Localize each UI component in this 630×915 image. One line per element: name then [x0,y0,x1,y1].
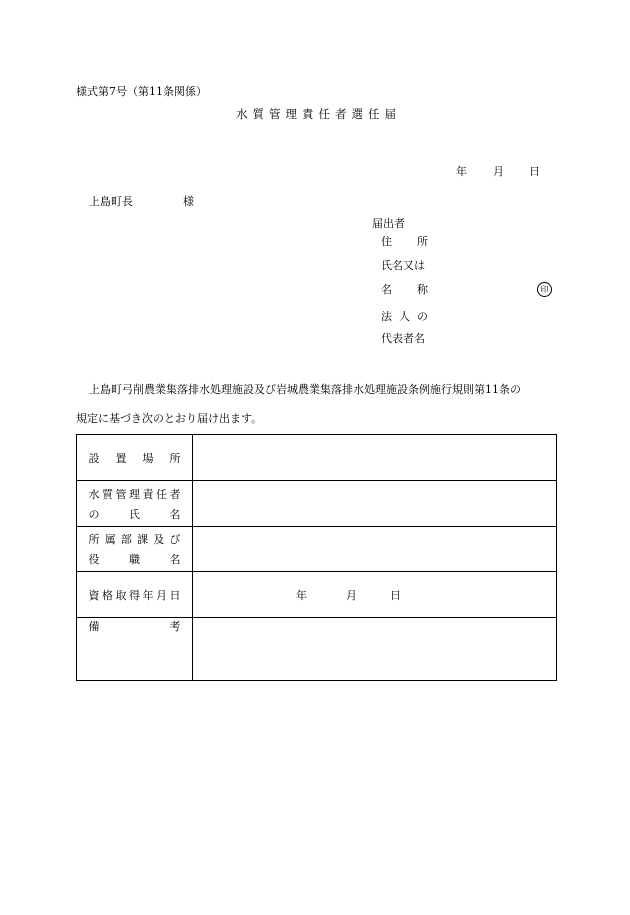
header-char: 月 [156,588,167,602]
department-position-value[interactable] [193,527,557,572]
qualification-date-header [77,572,193,618]
form-number: 様式第7号（第11条関係） [76,85,207,98]
header-char: 年 [142,588,154,602]
header-char: 日 [169,588,181,602]
manager-name-value[interactable] [193,481,557,527]
date-day-label: 日 [529,165,540,178]
addressee-name: 上島町長 [89,195,133,208]
header-char: 氏 [129,507,140,521]
seal-mark-icon: 印 [537,282,552,297]
header-char: 理 [129,487,140,501]
corp-label-2: 人 [399,310,410,323]
header-char: 名 [169,507,181,521]
date-year-label: 年 [456,165,467,178]
header-char: 責 [142,487,154,501]
header-char: 質 [102,487,113,501]
notification-table [76,434,557,681]
table-row [77,527,557,572]
name-label-2: 称 [417,283,428,296]
manager-name-header [77,481,193,527]
header-char: 役 [88,553,100,566]
table-row [77,481,557,527]
department-position-header [77,527,193,572]
header-char: 所 [169,451,181,465]
qualification-month-label: 月 [346,588,357,602]
header-char: 資 [88,588,100,602]
header-char: 名 [169,553,181,566]
installation-location-value[interactable] [193,435,557,481]
header-char: 所 [88,533,100,546]
header-char: 置 [115,451,127,465]
header-char: 格 [102,588,113,602]
name-label-1: 名 [381,283,392,296]
header-char: 得 [129,588,140,602]
header-char: 職 [129,553,140,566]
applicant-heading: 届出者 [372,217,405,230]
qualification-year-label: 年 [296,588,307,602]
corp-label-3: の [417,310,428,323]
header-char: 水 [88,487,100,501]
header-char: の [88,507,100,521]
installation-location-header [77,435,193,481]
addressee-honorific: 様 [183,195,194,208]
header-char: 属 [104,533,116,546]
remarks-value[interactable] [193,618,557,681]
body-text-line-1: 上島町弓削農業集落排水処理施設及び岩城農業集落排水処理施設条例施行規則第11条の [89,383,521,396]
header-char: 取 [115,588,127,602]
header-char: 管 [115,487,127,501]
address-label-2: 所 [417,235,428,248]
name-or-label: 氏名又は [381,259,425,272]
document-title: 水質管理責任者選任届 [236,107,401,121]
header-char: 課 [137,533,149,546]
qualification-date-value[interactable] [193,572,557,618]
corp-label-1: 法 [381,310,392,323]
remarks-header [77,618,193,681]
date-month-label: 月 [493,165,504,178]
table-row [77,572,557,618]
header-char: 考 [169,620,181,633]
header-char: 任 [156,487,167,501]
header-char: 部 [120,533,132,546]
header-char: 設 [88,451,100,465]
qualification-day-label: 日 [390,588,401,602]
table-row [77,435,557,481]
header-char: び [169,533,181,546]
representative-label: 代表者名 [381,332,425,345]
body-text-line-2: 規定に基づき次のとおり届け出ます。 [76,412,263,425]
table-row [77,618,557,681]
header-char: 場 [142,451,154,465]
header-char: 者 [169,487,181,501]
address-label-1: 住 [381,235,392,248]
header-char: 及 [153,533,165,546]
header-char: 備 [88,620,100,633]
